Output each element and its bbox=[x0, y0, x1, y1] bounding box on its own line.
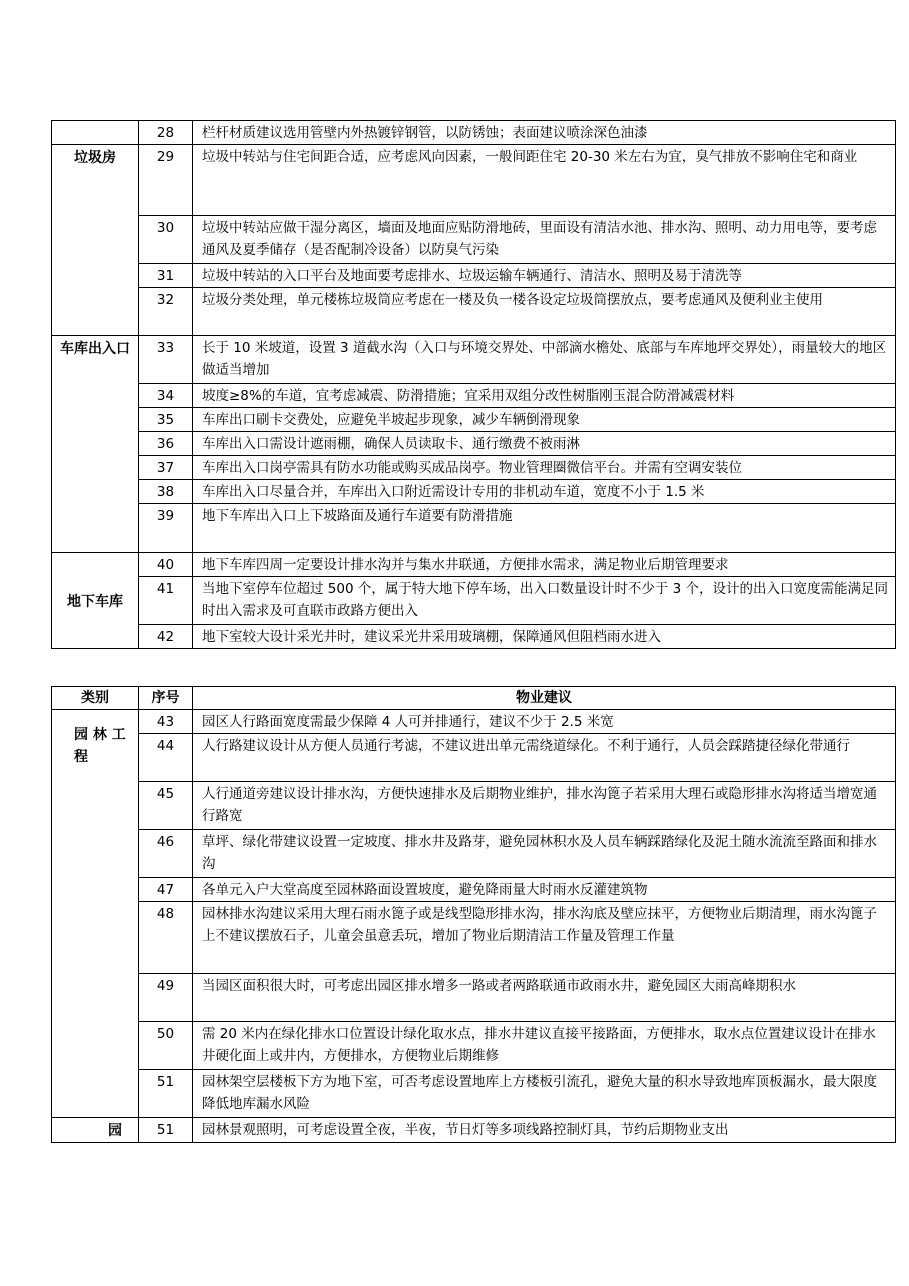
row-number: 38 bbox=[139, 480, 193, 504]
advice-text: 垃圾中转站与住宅间距合适，应考虑风向因素，一般间距住宅 20-30 米左右为宜，臭气排放不影响住宅和商业 bbox=[193, 145, 896, 216]
advice-text: 当地下室停车位超过 500 个，属于特大地下停车场，出入口数量设计时不少于 3 个，设计的出入口宽度需能满足同时出入需求及可直联市政路方便出入 bbox=[193, 577, 896, 625]
row-number: 48 bbox=[139, 902, 193, 974]
advice-text: 坡度≥8%的车道，宜考虑减震、防滑措施；宜采用双组分改性树脂刚玉混合防滑减震材料 bbox=[193, 384, 896, 408]
table-row bbox=[52, 710, 896, 734]
advice-text: 园区人行路面宽度需最少保障 4 人可并排通行，建议不少于 2.5 米宽 bbox=[193, 710, 896, 734]
row-number: 43 bbox=[139, 710, 193, 734]
table-row bbox=[52, 408, 896, 432]
table-row bbox=[52, 456, 896, 480]
table-header-row bbox=[52, 687, 896, 710]
table-row bbox=[52, 288, 896, 336]
table-row bbox=[52, 336, 896, 384]
advice-text: 人行通道旁建议设计排水沟，方便快速排水及后期物业维护，排水沟篦子若采用大理石或隐形排水沟将适当增宽通行路宽 bbox=[193, 782, 896, 830]
header-category: 类别 bbox=[52, 687, 139, 710]
table-row bbox=[52, 1022, 896, 1070]
row-number: 49 bbox=[139, 974, 193, 1022]
table-row bbox=[52, 553, 896, 577]
row-number: 33 bbox=[139, 336, 193, 384]
row-number: 50 bbox=[139, 1022, 193, 1070]
table-row bbox=[52, 830, 896, 878]
table-row bbox=[52, 504, 896, 553]
advice-text: 地下车库出入口上下坡路面及通行车道要有防滑措施 bbox=[193, 504, 896, 553]
row-number: 46 bbox=[139, 830, 193, 878]
advice-text: 栏杆材质建议选用管壁内外热镀锌钢管，以防锈蚀；表面建议喷涂深色油漆 bbox=[193, 121, 896, 145]
advice-text: 草坪、绿化带建议设置一定坡度、排水井及路芽，避免园林积水及人员车辆踩踏绿化及泥土随水流流至路面和排水沟 bbox=[193, 830, 896, 878]
category-cell: 园 林 工程 bbox=[52, 710, 139, 1118]
table-row bbox=[52, 432, 896, 456]
row-number: 35 bbox=[139, 408, 193, 432]
table-row bbox=[52, 480, 896, 504]
header-advice: 物业建议 bbox=[193, 687, 896, 710]
advice-text: 地下车库四周一定要设计排水沟并与集水井联通，方便排水需求，满足物业后期管理要求 bbox=[193, 553, 896, 577]
category-cell: 园 bbox=[52, 1118, 139, 1143]
advice-text: 人行路建议设计从方便人员通行考滤，不建议进出单元需绕道绿化。不利于通行，人员会踩踏捷径绿化带通行 bbox=[193, 734, 896, 782]
row-number: 45 bbox=[139, 782, 193, 830]
row-number: 31 bbox=[139, 264, 193, 288]
row-number: 41 bbox=[139, 577, 193, 625]
table-row bbox=[52, 121, 896, 145]
advice-table-1 bbox=[51, 120, 896, 649]
category-cell: 垃圾房 bbox=[52, 145, 139, 336]
advice-text: 垃圾分类处理，单元楼栋垃圾筒应考虑在一楼及负一楼各设定垃圾筒摆放点，要考虑通风及便利业主使用 bbox=[193, 288, 896, 336]
table-row bbox=[52, 216, 896, 264]
table-row bbox=[52, 782, 896, 830]
advice-text: 园林排水沟建议采用大理石雨水篦子或是线型隐形排水沟，排水沟底及壁应抹平，方便物业后期清理，雨水沟篦子上不建议摆放石子，儿童会虽意丢玩，增加了物业后期清洁工作量及管理工作量 bbox=[193, 902, 896, 974]
category-cell: 地下车库 bbox=[52, 553, 139, 649]
row-number: 36 bbox=[139, 432, 193, 456]
advice-table-2 bbox=[51, 686, 896, 1143]
table-row bbox=[52, 264, 896, 288]
row-number: 28 bbox=[139, 121, 193, 145]
row-number: 44 bbox=[139, 734, 193, 782]
row-number: 42 bbox=[139, 625, 193, 649]
table-row bbox=[52, 145, 896, 216]
row-number: 37 bbox=[139, 456, 193, 480]
advice-text: 需 20 米内在绿化排水口位置设计绿化取水点，排水井建议直接平接路面，方便排水，取水点位置建议设计在排水井硬化面上或井内，方便排水，方便物业后期维修 bbox=[193, 1022, 896, 1070]
advice-text: 车库出入口岗亭需具有防水功能或购买成品岗亭。物业管理圈微信平台。并需有空调安装位 bbox=[193, 456, 896, 480]
row-number: 51 bbox=[139, 1070, 193, 1118]
table-row bbox=[52, 384, 896, 408]
header-number: 序号 bbox=[139, 687, 193, 710]
row-number: 32 bbox=[139, 288, 193, 336]
row-number: 40 bbox=[139, 553, 193, 577]
category-cell: 车库出入口 bbox=[52, 336, 139, 553]
advice-text: 当园区面积很大时，可考虑出园区排水增多一路或者两路联通市政雨水井，避免园区大雨高峰期积水 bbox=[193, 974, 896, 1022]
advice-text: 园林景观照明，可考虑设置全夜，半夜，节日灯等多项线路控制灯具，节约后期物业支出 bbox=[193, 1118, 896, 1143]
row-number: 47 bbox=[139, 878, 193, 902]
advice-text: 垃圾中转站的入口平台及地面要考虑排水、垃圾运输车辆通行、清洁水、照明及易于清洗等 bbox=[193, 264, 896, 288]
row-number: 34 bbox=[139, 384, 193, 408]
row-number: 39 bbox=[139, 504, 193, 553]
row-number: 51 bbox=[139, 1118, 193, 1143]
table-row bbox=[52, 1070, 896, 1118]
table-row bbox=[52, 902, 896, 974]
category-cell bbox=[52, 121, 139, 145]
advice-text: 园林架空层楼板下方为地下室，可否考虑设置地库上方楼板引流孔，避免大量的积水导致地库顶板漏水，最大限度降低地库漏水风险 bbox=[193, 1070, 896, 1118]
advice-text: 地下室较大设计采光井时，建议采光井采用玻璃棚，保障通风但阻档雨水进入 bbox=[193, 625, 896, 649]
advice-text: 垃圾中转站应做干湿分离区，墙面及地面应贴防滑地砖，里面设有清洁水池、排水沟、照明、动力用电等，要考虑通风及夏季储存（是否配制冷设备）以防臭气污染 bbox=[193, 216, 896, 264]
table-row bbox=[52, 734, 896, 782]
advice-text: 车库出入口需设计遮雨棚，确保人员读取卡、通行缴费不被雨淋 bbox=[193, 432, 896, 456]
row-number: 30 bbox=[139, 216, 193, 264]
table-row bbox=[52, 878, 896, 902]
advice-text: 长于 10 米坡道，设置 3 道截水沟（入口与环境交界处、中部滴水檐处、底部与车库地坪交界处），雨量较大的地区做适当增加 bbox=[193, 336, 896, 384]
table-row bbox=[52, 1118, 896, 1143]
table-row bbox=[52, 625, 896, 649]
advice-text: 车库出口刷卡交费处，应避免半坡起步现象，减少车辆倒滑现象 bbox=[193, 408, 896, 432]
table-row bbox=[52, 974, 896, 1022]
table-row bbox=[52, 577, 896, 625]
advice-text: 车库出入口尽量合并，车库出入口附近需设计专用的非机动车道，宽度不小于 1.5 米 bbox=[193, 480, 896, 504]
row-number: 29 bbox=[139, 145, 193, 216]
advice-text: 各单元入户大堂高度至园林路面设置坡度，避免降雨量大时雨水反灌建筑物 bbox=[193, 878, 896, 902]
